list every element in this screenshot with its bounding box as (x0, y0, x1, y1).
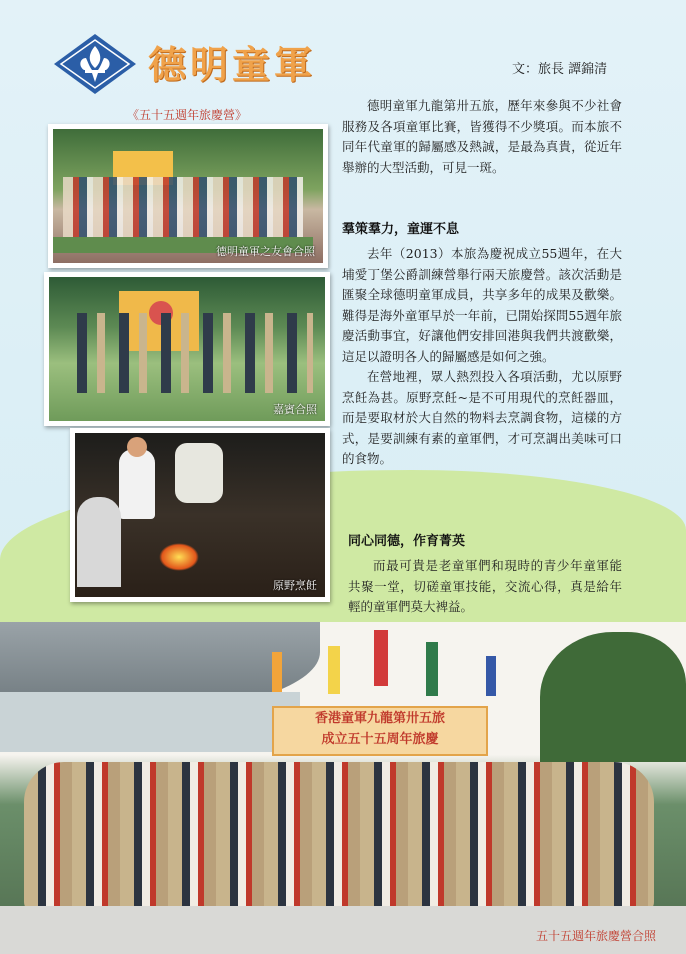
page-title: 德明童軍 (148, 42, 317, 87)
photo-caption: 德明童軍之友會合照 (216, 245, 315, 258)
photo-outdoor-cooking (70, 428, 330, 602)
photo-caption: 原野烹飪 (273, 579, 317, 592)
banner-line-2: 成立五十五周年旅慶 (321, 732, 439, 747)
group-photo-caption: 五十五週年旅慶營合照 (535, 929, 656, 943)
article-subtitle: 《五十五週年旅慶營》 (127, 108, 248, 122)
photo-caption: 嘉賓合照 (273, 403, 317, 416)
group-photo (0, 622, 686, 954)
section1-paragraph-2: 在營地裡，眾人熱烈投入各項活動，尤以原野烹飪為甚。原野烹飪~是不可用現代的烹飪器皿，而是要取材於大自然的物料去烹調食物，這樣的方式，是要訓練有素的童軍們，才可烹調出美味可口的食物。 (342, 369, 622, 466)
intro-text: 德明童軍九龍第卅五旅，歷年來參與不少社會服務及各項童軍比賽，皆獲得不少獎項。而本旅不同年代童軍的歸屬感及熱誠，是最為真貴，從近年舉辦的大型活動，可見一斑。 (342, 98, 622, 175)
section2-paragraph-1: 而最可貴是老童軍們和現時的青少年童軍能共聚一堂，切磋童軍技能，交流心得，真是給年輕的童軍們莫大裨益。 (348, 558, 622, 614)
intro-paragraph (342, 96, 622, 178)
anniversary-banner (272, 706, 488, 756)
section1-body (342, 244, 622, 470)
section-heading-1: 羣策羣力，童運不息 (342, 222, 460, 237)
fleur-de-lis-icon (52, 32, 138, 96)
section2-body (348, 556, 622, 618)
photo-guests-group (44, 272, 330, 426)
author-line: 文：旅長 譚錦清 (512, 62, 608, 77)
photo-friends-group (48, 124, 328, 268)
section1-paragraph-1: 去年（2013）本旅為慶祝成立55週年，在大埔愛丁堡公爵訓練營舉行兩天旅慶營。該次活動是匯聚全球德明童軍成員，共享多年的成果及歡樂。難得是海外童軍早於一年前，已開始探問55週年旅慶活動事宜，好讓他們安排回港與我們共渡歡樂，這足以證明各人的歸屬感是如何之強。 (342, 246, 622, 364)
banner-line-1: 香港童軍九龍第卅五旅 (314, 711, 445, 726)
section-heading-2: 同心同德，作育菁英 (348, 534, 466, 549)
